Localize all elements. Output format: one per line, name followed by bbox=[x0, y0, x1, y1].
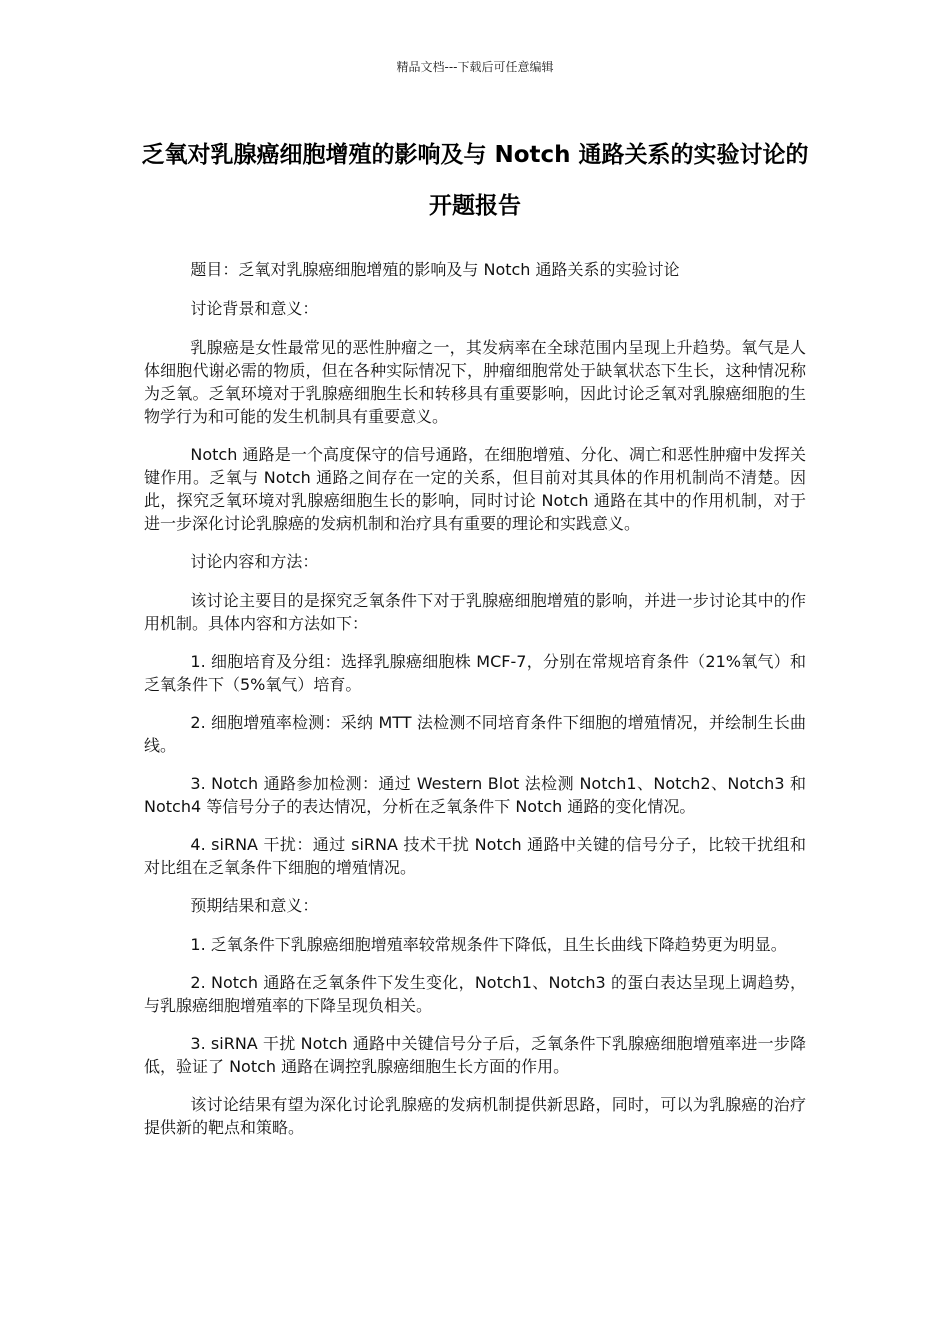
paragraph-conclusion: 该讨论结果有望为深化讨论乳腺癌的发病机制提供新思路，同时，可以为乳腺癌的治疗提供新的靶点和策略。 bbox=[144, 1095, 806, 1137]
method-item-3: 3. Notch 通路参加检测：通过 Western Blot 法检测 Notch1、Notch2、Notch3 和 Notch4 等信号分子的表达情况，分析在乏氧条件下 Notch 通路的变化情况。 bbox=[144, 774, 806, 816]
method-item-2: 2. 细胞增殖率检测：采纳 MTT 法检测不同培育条件下细胞的增殖情况，并绘制生长曲线。 bbox=[144, 713, 806, 755]
section-heading-methods: 讨论内容和方法： bbox=[190, 552, 319, 571]
document-body bbox=[144, 258, 806, 1154]
section-heading-results: 预期结果和意义： bbox=[190, 896, 319, 915]
result-item-1: 1. 乏氧条件下乳腺癌细胞增殖率较常规条件下降低，且生长曲线下降趋势更为明显。 bbox=[190, 935, 787, 954]
result-item-3: 3. siRNA 干扰 Notch 通路中关键信号分子后，乏氧条件下乳腺癌细胞增殖率进一步降低，验证了 Notch 通路在调控乳腺癌细胞生长方面的作用。 bbox=[144, 1034, 806, 1076]
paragraph-background-2: Notch 通路是一个高度保守的信号通路，在细胞增殖、分化、凋亡和恶性肿瘤中发挥关键作用。乏氧与 Notch 通路之间存在一定的关系，但目前对其具体的作用机制尚不清楚。因此，探究乏氧环境对乳腺癌细胞生长的影响，同时讨论 Notch 通路在其中的作用机制，对于进一步深化讨论乳腺癌的发病机制和治疗具有重要的理论和实践意义。 bbox=[144, 445, 806, 533]
paragraph-methods-intro: 该讨论主要目的是探究乏氧条件下对于乳腺癌细胞增殖的影响，并进一步讨论其中的作用机制。具体内容和方法如下： bbox=[144, 591, 806, 633]
document-title: 乏氧对乳腺癌细胞增殖的影响及与 Notch 通路关系的实验讨论的开题报告 bbox=[141, 142, 809, 219]
method-item-4: 4. siRNA 干扰：通过 siRNA 技术干扰 Notch 通路中关键的信号分子，比较干扰组和对比组在乏氧条件下细胞的增殖情况。 bbox=[144, 835, 806, 877]
topic-line: 题目：乏氧对乳腺癌细胞增殖的影响及与 Notch 通路关系的实验讨论 bbox=[190, 260, 680, 279]
method-item-1: 1. 细胞培育及分组：选择乳腺癌细胞株 MCF-7，分别在常规培育条件（21%氧气）和乏氧条件下（5%氧气）培育。 bbox=[144, 652, 806, 694]
paragraph-background-1: 乳腺癌是女性最常见的恶性肿瘤之一，其发病率在全球范围内呈现上升趋势。氧气是人体细胞代谢必需的物质，但在各种实际情况下，肿瘤细胞常处于缺氧状态下生长，这种情况称为乏氧。乏氧环境对于乳腺癌细胞生长和转移具有重要影响，因此讨论乏氧对乳腺癌细胞的生物学行为和可能的发生机制具有重要意义。 bbox=[144, 338, 806, 426]
section-heading-background: 讨论背景和意义： bbox=[190, 299, 319, 318]
page-header: 精品文档---下载后可任意编辑 bbox=[396, 60, 554, 74]
result-item-2: 2. Notch 通路在乏氧条件下发生变化，Notch1、Notch3 的蛋白表达呈现上调趋势，与乳腺癌细胞增殖率的下降呈现负相关。 bbox=[144, 973, 806, 1015]
